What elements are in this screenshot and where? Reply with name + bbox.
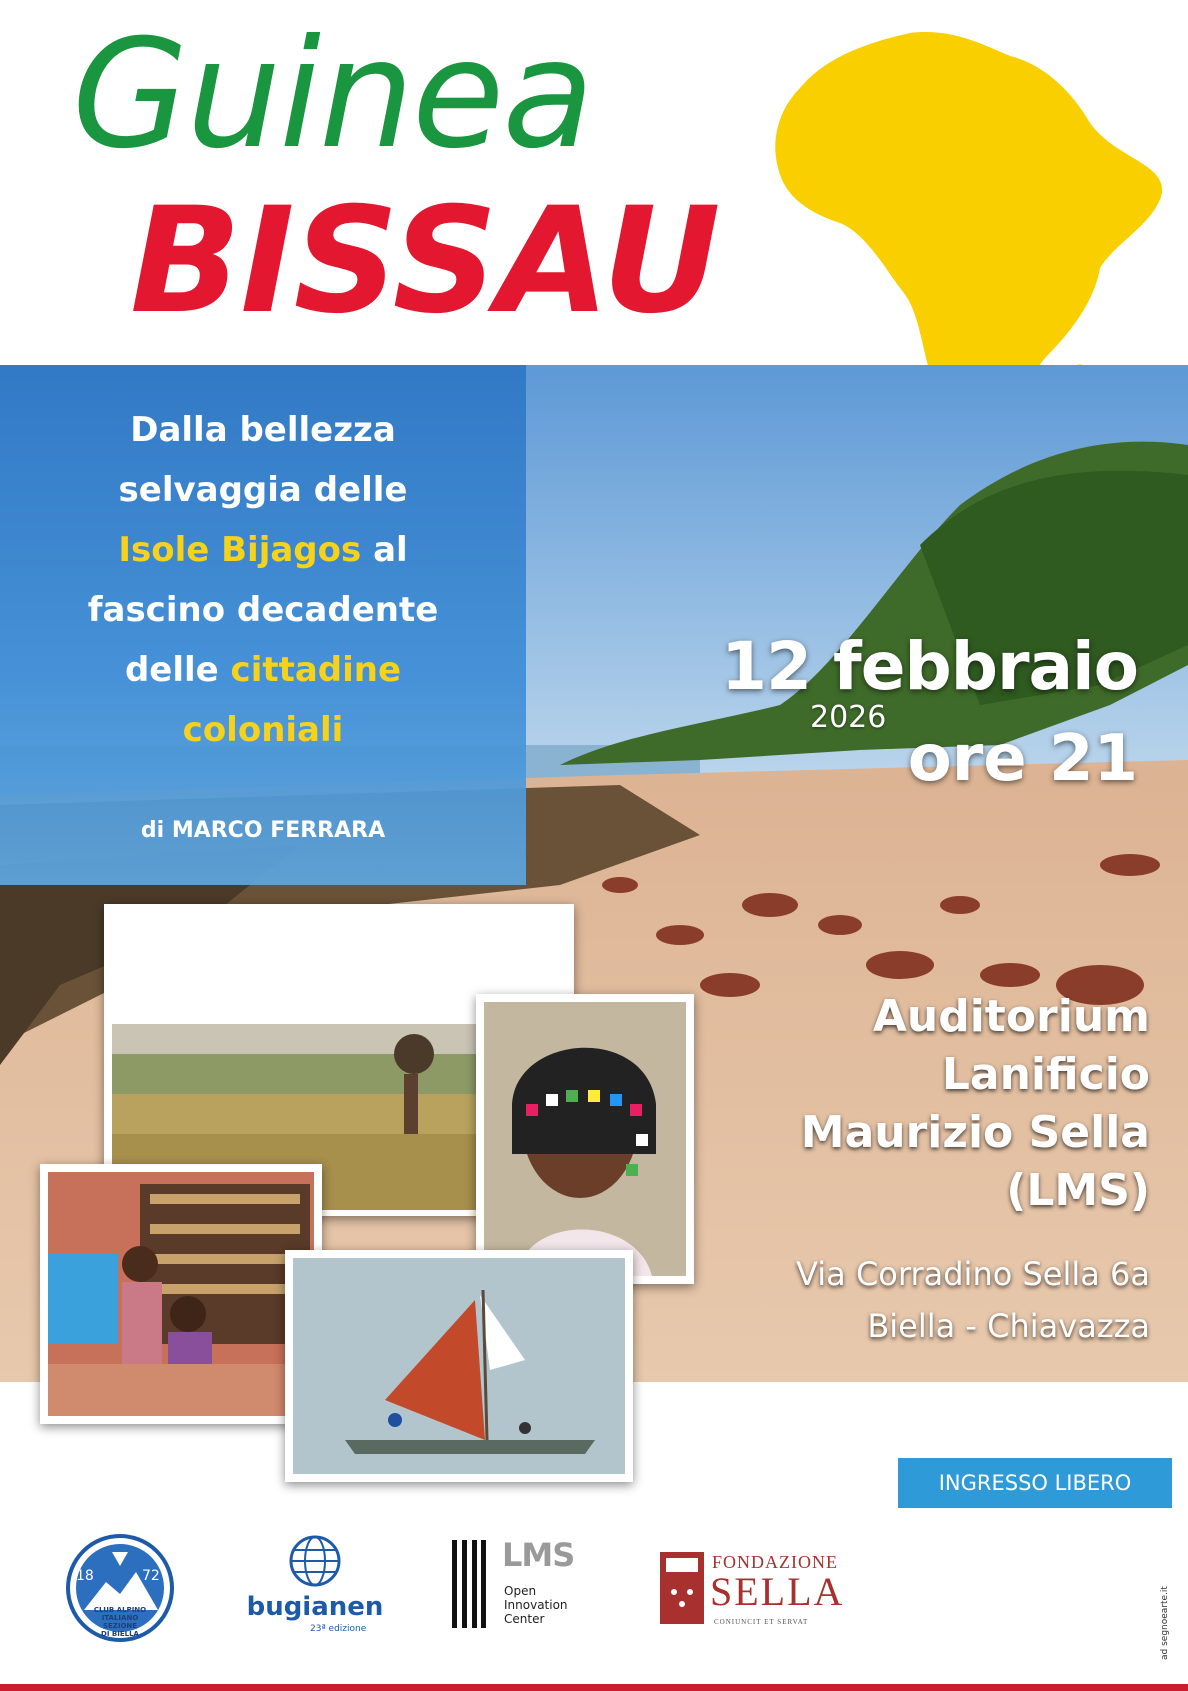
cai-text [64, 1606, 176, 1638]
lms-subtitle [504, 1584, 568, 1626]
bugianen-edition: 23ª edizione [310, 1624, 367, 1634]
bottom-rule [0, 1684, 1188, 1691]
tagline-text-delle: delle [124, 650, 231, 690]
bugianen-logo [240, 1530, 390, 1640]
lms-name: LMS [502, 1536, 575, 1574]
tagline-highlight-coloniali: coloniali [182, 710, 344, 750]
tagline-highlight-isole: Isole Bijagos [118, 530, 362, 570]
photo-children-shop [40, 1164, 322, 1424]
address-street: Via Corradino Sella 6a [796, 1255, 1150, 1293]
lms-line-2: Innovation [504, 1598, 568, 1612]
designer-credit: ad segnoearte.it [1160, 1586, 1170, 1660]
sella-line-2: SELLA [710, 1569, 845, 1614]
tagline [0, 400, 526, 760]
address-city: Biella - Chiavazza [867, 1307, 1150, 1345]
cai-years-right: 72 [142, 1568, 160, 1584]
tagline-line-4: fascino decadente [87, 590, 439, 630]
cai-line-1: CLUB ALPINO [93, 1606, 147, 1614]
event-time: ore 21 [907, 722, 1138, 796]
cai-biella-logo [64, 1532, 176, 1644]
barcode-icon [452, 1540, 486, 1628]
sella-line-1: FONDAZIONE [712, 1552, 838, 1572]
title-guinea: Guinea [72, 8, 593, 182]
tagline-text-al: al [361, 530, 408, 570]
venue-line-4: (LMS) [1006, 1165, 1150, 1216]
sella-motto: CONIUNCIT ET SERVAT [714, 1618, 809, 1626]
cai-years-left: 18 [76, 1568, 94, 1584]
tagline-line-2: selvaggia delle [118, 470, 408, 510]
lms-line-1: Open [504, 1584, 537, 1598]
lms-logo [452, 1536, 602, 1632]
tagline-line-1: Dalla bellezza [130, 410, 396, 450]
tagline-highlight-cittadine: cittadine [230, 650, 402, 690]
tagline-line-3 [0, 520, 526, 580]
bugianen-name: bugianen [246, 1592, 384, 1622]
address [630, 1248, 1150, 1352]
title-bissau: BISSAU [130, 176, 720, 346]
venue-line-2: Lanificio [941, 1049, 1150, 1100]
free-entry-badge: INGRESSO LIBERO [898, 1458, 1172, 1508]
sella-crest-icon [660, 1552, 704, 1624]
globe-icon [288, 1534, 342, 1588]
photo-canoe [285, 1250, 633, 1482]
cai-line-3: SEZIONE [102, 1622, 138, 1630]
venue-line-3: Maurizio Sella [800, 1107, 1150, 1158]
cai-line-4: DI BIELLA [101, 1630, 139, 1638]
photo-girl [476, 994, 694, 1284]
event-date: 12 febbraio [721, 628, 1138, 705]
event-year: 2026 [810, 700, 887, 735]
fondazione-sella-logo [660, 1552, 860, 1632]
venue [690, 988, 1150, 1220]
cai-line-2: ITALIANO [101, 1614, 139, 1622]
lms-line-3: Center [504, 1612, 545, 1626]
tagline-line-5 [0, 640, 526, 700]
author: di MARCO FERRARA [140, 818, 386, 843]
venue-line-1: Auditorium [872, 991, 1150, 1042]
